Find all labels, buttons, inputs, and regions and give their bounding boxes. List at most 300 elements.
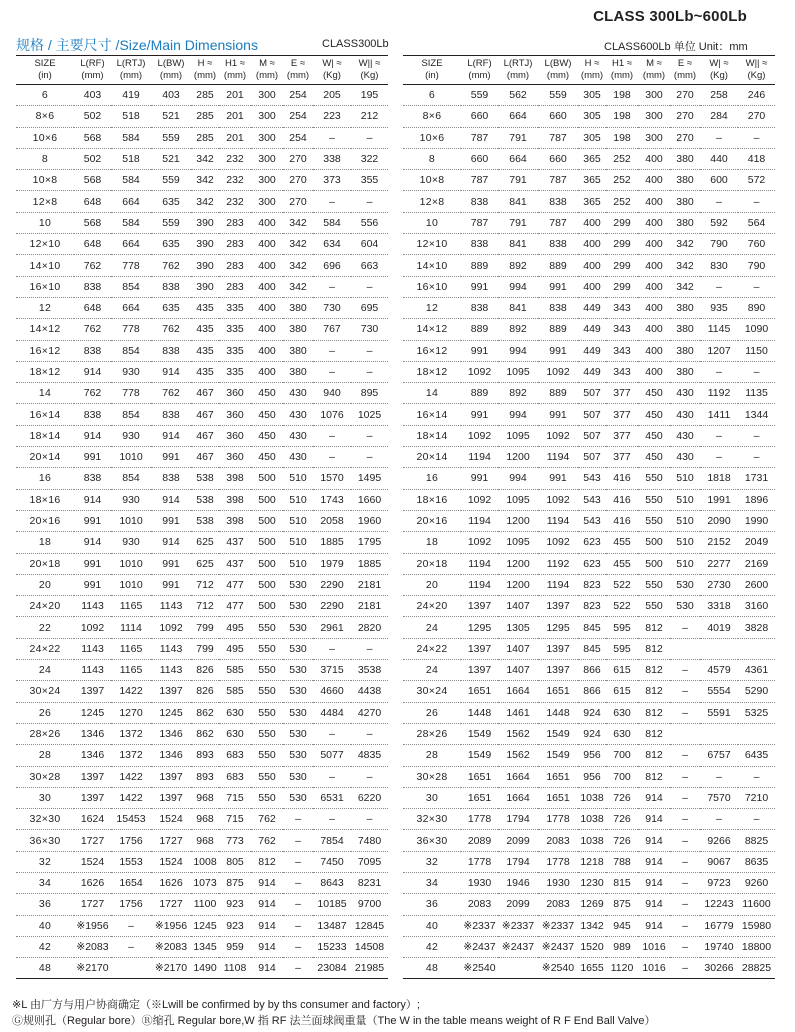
dimension-cell: 450 xyxy=(251,404,283,425)
dimension-cell: 585 xyxy=(219,681,251,702)
dimension-cell: 889 xyxy=(461,255,498,276)
dimension-cell: 1960 xyxy=(351,510,388,531)
dimension-cell: 1626 xyxy=(151,872,191,893)
dimension-cell: 1778 xyxy=(538,809,578,830)
size-cell: 10×6 xyxy=(16,127,74,148)
dimension-cell: 455 xyxy=(606,553,638,574)
dimension-cell: 543 xyxy=(578,510,606,531)
dimension-cell: 1990 xyxy=(738,510,775,531)
dimension-cell: 360 xyxy=(219,404,251,425)
dimension-cell: 1143 xyxy=(74,596,111,617)
column-header-unit: (mm) xyxy=(546,70,570,81)
dimension-cell: 1165 xyxy=(111,638,151,659)
dimension-cell: 1016 xyxy=(638,936,670,957)
dimension-cell: 400 xyxy=(251,340,283,361)
dimension-cell: 930 xyxy=(111,361,151,382)
dimension-cell: 940 xyxy=(313,383,351,404)
table-row xyxy=(16,915,388,936)
dimension-cell: 991 xyxy=(151,510,191,531)
dimension-cell: 991 xyxy=(74,510,111,531)
dimension-cell: 959 xyxy=(219,936,251,957)
table-row xyxy=(403,809,775,830)
dimension-cell: 700 xyxy=(606,745,638,766)
dimension-cell: 232 xyxy=(219,170,251,191)
dimension-cell: 1520 xyxy=(578,936,606,957)
dimension-cell: 390 xyxy=(191,276,219,297)
dimension-cell: 945 xyxy=(606,915,638,936)
dimension-cell: 403 xyxy=(151,85,191,106)
dimension-cell: 7450 xyxy=(313,851,351,872)
dimension-cell: 16779 xyxy=(700,915,738,936)
dimension-cell: 1651 xyxy=(461,787,498,808)
dimension-cell: 956 xyxy=(578,745,606,766)
dimension-cell: 914 xyxy=(638,915,670,936)
size-cell: 30×28 xyxy=(403,766,461,787)
dimension-cell: 342 xyxy=(283,234,313,255)
dimension-cell: 914 xyxy=(638,851,670,872)
column-header-unit: (mm) xyxy=(159,70,183,81)
dimension-cell: – xyxy=(670,787,700,808)
dimension-cell xyxy=(738,723,775,744)
dimension-cell: 1397 xyxy=(74,787,111,808)
table-row xyxy=(16,596,388,617)
size-cell: 36×30 xyxy=(403,830,461,851)
dimension-cell: 4270 xyxy=(351,702,388,723)
dimension-cell: 4438 xyxy=(351,681,388,702)
dimension-cell: 18800 xyxy=(738,936,775,957)
dimension-cell: – xyxy=(738,127,775,148)
size-cell: 30 xyxy=(16,787,74,808)
dimension-cell: 1397 xyxy=(461,660,498,681)
size-cell: 24 xyxy=(403,617,461,638)
dimension-cell: 726 xyxy=(606,830,638,851)
table-row xyxy=(16,170,388,191)
dimension-cell: 562 xyxy=(498,85,538,106)
dimension-cell: 823 xyxy=(578,596,606,617)
size-cell: 16×14 xyxy=(403,404,461,425)
dimension-cell: 380 xyxy=(670,170,700,191)
size-cell: 36 xyxy=(16,894,74,915)
dimension-cell: 450 xyxy=(638,383,670,404)
dimension-cell: ※2540 xyxy=(538,958,578,979)
column-header xyxy=(670,56,700,85)
dimension-cell: ※1956 xyxy=(74,915,111,936)
table-row xyxy=(403,255,775,276)
size-cell: 28×26 xyxy=(403,723,461,744)
dimension-cell: 812 xyxy=(251,851,283,872)
dimension-cell: 6531 xyxy=(313,787,351,808)
dimension-cell xyxy=(670,723,700,744)
dimension-cell: 335 xyxy=(219,361,251,382)
dimension-cell: 760 xyxy=(738,234,775,255)
dimension-cell: 788 xyxy=(606,851,638,872)
dimension-cell: 1200 xyxy=(498,574,538,595)
size-cell: 42 xyxy=(16,936,74,957)
dimension-cell: 1092 xyxy=(538,425,578,446)
dimension-cell: 762 xyxy=(251,830,283,851)
table-row xyxy=(16,361,388,382)
size-cell: 24×20 xyxy=(16,596,74,617)
dimension-cell: 8231 xyxy=(351,872,388,893)
table-row xyxy=(403,660,775,681)
size-cell: 24×22 xyxy=(403,638,461,659)
dimension-cell: 2152 xyxy=(700,532,738,553)
dimension-cell: – xyxy=(283,958,313,979)
dimension-cell: 400 xyxy=(251,297,283,318)
size-cell: 30×24 xyxy=(403,681,461,702)
size-cell: 18 xyxy=(403,532,461,553)
dimension-cell: 400 xyxy=(251,361,283,382)
dimension-cell: – xyxy=(738,766,775,787)
dimension-cell: 1200 xyxy=(498,510,538,531)
dimension-cell: 1372 xyxy=(111,723,151,744)
table-row xyxy=(16,958,388,979)
dimension-cell: 500 xyxy=(251,574,283,595)
dimension-cell: 791 xyxy=(498,212,538,233)
dimension-cell: 521 xyxy=(151,148,191,169)
dimension-cell: 2600 xyxy=(738,574,775,595)
class600-dimension-table xyxy=(403,55,775,979)
dimension-cell: 994 xyxy=(498,340,538,361)
dimension-cell: 380 xyxy=(670,297,700,318)
dimension-cell: 507 xyxy=(578,447,606,468)
size-cell: 40 xyxy=(16,915,74,936)
dimension-cell: 377 xyxy=(606,383,638,404)
dimension-cell: 615 xyxy=(606,681,638,702)
column-header-unit: (mm) xyxy=(119,70,143,81)
dimension-cell: 914 xyxy=(251,936,283,957)
table-row xyxy=(403,702,775,723)
dimension-cell: 538 xyxy=(191,468,219,489)
column-header-label: H1 ≈ xyxy=(612,58,632,69)
dimension-cell: 252 xyxy=(606,170,638,191)
dimension-cell: 2089 xyxy=(461,830,498,851)
dimension-cell: 559 xyxy=(151,170,191,191)
dimension-cell: 342 xyxy=(191,148,219,169)
dimension-cell: 400 xyxy=(638,170,670,191)
dimension-cell: 7570 xyxy=(700,787,738,808)
dimension-cell: 1651 xyxy=(538,766,578,787)
dimension-cell: 380 xyxy=(670,361,700,382)
dimension-cell: ※2337 xyxy=(538,915,578,936)
size-cell: 14×12 xyxy=(16,319,74,340)
dimension-cell: 342 xyxy=(670,234,700,255)
size-cell: 32 xyxy=(16,851,74,872)
table-row xyxy=(403,787,775,808)
dimension-cell: 893 xyxy=(191,766,219,787)
dimension-cell: 440 xyxy=(700,148,738,169)
size-cell: 14 xyxy=(403,383,461,404)
dimension-cell: 232 xyxy=(219,148,251,169)
size-cell: 24×20 xyxy=(403,596,461,617)
table-row xyxy=(403,404,775,425)
column-header xyxy=(219,56,251,85)
dimension-cell: 660 xyxy=(538,148,578,169)
dimension-cell: 635 xyxy=(151,234,191,255)
dimension-cell: 648 xyxy=(74,191,111,212)
dimension-cell: – xyxy=(313,766,351,787)
table-row xyxy=(403,106,775,127)
size-cell: 18×16 xyxy=(16,489,74,510)
dimension-cell: 543 xyxy=(578,468,606,489)
dimension-cell: 914 xyxy=(638,894,670,915)
size-cell: 36×30 xyxy=(16,830,74,851)
dimension-cell: 300 xyxy=(251,191,283,212)
dimension-cell: 838 xyxy=(538,234,578,255)
dimension-cell: 450 xyxy=(251,425,283,446)
dimension-cell: – xyxy=(313,809,351,830)
dimension-cell: 550 xyxy=(251,617,283,638)
dimension-cell: – xyxy=(351,191,388,212)
dimension-cell: 450 xyxy=(638,425,670,446)
dimension-cell: 700 xyxy=(606,766,638,787)
size-cell: 10×8 xyxy=(403,170,461,191)
table-row xyxy=(16,660,388,681)
dimension-cell: 989 xyxy=(606,936,638,957)
dimension-cell: 1553 xyxy=(111,851,151,872)
dimension-cell: 623 xyxy=(578,553,606,574)
dimension-cell: – xyxy=(351,723,388,744)
dimension-cell: 1194 xyxy=(538,574,578,595)
dimension-cell: 342 xyxy=(670,255,700,276)
column-header xyxy=(498,56,538,85)
size-cell: 32×30 xyxy=(403,809,461,830)
dimension-cell: 8635 xyxy=(738,851,775,872)
dimension-cell: 826 xyxy=(191,681,219,702)
dimension-cell: 430 xyxy=(670,447,700,468)
dimension-cell: 914 xyxy=(151,489,191,510)
column-header-label: E ≈ xyxy=(677,58,693,69)
dimension-cell: 812 xyxy=(638,702,670,723)
dimension-cell: 270 xyxy=(670,106,700,127)
dimension-cell: 212 xyxy=(351,106,388,127)
dimension-cell: 510 xyxy=(283,510,313,531)
dimension-cell: 660 xyxy=(461,148,498,169)
dimension-cell: 342 xyxy=(670,276,700,297)
dimension-cell: 1549 xyxy=(461,745,498,766)
dimension-cell: 1664 xyxy=(498,681,538,702)
table-row xyxy=(403,851,775,872)
column-header xyxy=(313,56,351,85)
class300-subtitle: CLASS300Lb xyxy=(322,38,389,50)
dimension-cell: 914 xyxy=(638,787,670,808)
dimension-cell: 559 xyxy=(151,127,191,148)
dimension-cell: 258 xyxy=(700,85,738,106)
table-row xyxy=(403,958,775,979)
dimension-cell: 2181 xyxy=(351,574,388,595)
dimension-cell: 1397 xyxy=(538,596,578,617)
dimension-cell: 683 xyxy=(219,766,251,787)
dimension-cell: 726 xyxy=(606,809,638,830)
dimension-cell: 4579 xyxy=(700,660,738,681)
dimension-cell: 1778 xyxy=(461,809,498,830)
dimension-cell: 572 xyxy=(738,170,775,191)
dimension-cell: 991 xyxy=(538,468,578,489)
dimension-cell: 252 xyxy=(606,148,638,169)
table-row xyxy=(403,212,775,233)
dimension-cell: 521 xyxy=(151,106,191,127)
dimension-cell: – xyxy=(670,660,700,681)
dimension-cell: 400 xyxy=(251,234,283,255)
dimension-cell: 2090 xyxy=(700,510,738,531)
dimension-cell: 914 xyxy=(251,894,283,915)
dimension-cell: 762 xyxy=(74,255,111,276)
dimension-cell: 1143 xyxy=(151,596,191,617)
dimension-cell: 923 xyxy=(219,915,251,936)
dimension-cell: 1626 xyxy=(74,872,111,893)
size-cell: 12×10 xyxy=(403,234,461,255)
table-row xyxy=(403,191,775,212)
dimension-cell: 510 xyxy=(670,468,700,489)
dimension-cell: 400 xyxy=(638,234,670,255)
dimension-cell: 1095 xyxy=(498,489,538,510)
dimension-cell: 663 xyxy=(351,255,388,276)
size-cell: 20 xyxy=(403,574,461,595)
table-row xyxy=(403,170,775,191)
dimension-cell: 991 xyxy=(538,340,578,361)
dimension-cell: 595 xyxy=(606,617,638,638)
dimension-cell: 2961 xyxy=(313,617,351,638)
dimension-cell: – xyxy=(313,361,351,382)
column-header xyxy=(700,56,738,85)
dimension-cell: 1108 xyxy=(219,958,251,979)
dimension-cell: 1092 xyxy=(461,361,498,382)
dimension-cell: 854 xyxy=(111,276,151,297)
dimension-cell: 1100 xyxy=(191,894,219,915)
dimension-cell: 550 xyxy=(251,745,283,766)
size-cell: 16×12 xyxy=(403,340,461,361)
dimension-cell: 812 xyxy=(638,766,670,787)
dimension-cell: – xyxy=(670,872,700,893)
dimension-cell: 3318 xyxy=(700,596,738,617)
dimension-cell: ※2170 xyxy=(74,958,111,979)
size-cell: 8×6 xyxy=(403,106,461,127)
dimension-cell: 866 xyxy=(578,660,606,681)
column-header-label: SIZE xyxy=(421,58,443,69)
dimension-cell: 6435 xyxy=(738,745,775,766)
dimension-cell: 841 xyxy=(498,297,538,318)
column-header-label: H1 ≈ xyxy=(225,58,245,69)
dimension-cell: 510 xyxy=(670,532,700,553)
column-header-label: H ≈ xyxy=(584,58,600,69)
dimension-cell: 1092 xyxy=(461,489,498,510)
dimension-cell: 400 xyxy=(578,212,606,233)
dimension-cell: 838 xyxy=(74,276,111,297)
dimension-cell: 232 xyxy=(219,191,251,212)
table-row xyxy=(16,276,388,297)
dimension-cell: 635 xyxy=(151,191,191,212)
size-cell: 20×18 xyxy=(16,553,74,574)
dimension-cell: 1411 xyxy=(700,404,738,425)
dimension-cell: – xyxy=(283,936,313,957)
dimension-cell: – xyxy=(670,915,700,936)
dimension-cell: 762 xyxy=(151,319,191,340)
dimension-cell: 2049 xyxy=(738,532,775,553)
dimension-cell: 1143 xyxy=(151,660,191,681)
dimension-cell: 664 xyxy=(111,297,151,318)
dimension-cell: 991 xyxy=(461,340,498,361)
table-row xyxy=(16,297,388,318)
dimension-cell: 991 xyxy=(74,553,111,574)
size-cell: 8 xyxy=(16,148,74,169)
table-row xyxy=(403,297,775,318)
dimension-cell xyxy=(670,638,700,659)
dimension-cell: 1245 xyxy=(74,702,111,723)
table-row xyxy=(16,191,388,212)
dimension-cell: 2820 xyxy=(351,617,388,638)
dimension-cell: 3715 xyxy=(313,660,351,681)
dimension-cell: 956 xyxy=(578,766,606,787)
dimension-cell: 924 xyxy=(578,723,606,744)
table-row xyxy=(403,447,775,468)
dimension-cell: – xyxy=(670,830,700,851)
table-row xyxy=(16,510,388,531)
dimension-cell: 510 xyxy=(670,510,700,531)
dimension-cell: 1218 xyxy=(578,851,606,872)
dimension-cell: 1092 xyxy=(538,489,578,510)
dimension-cell: 1562 xyxy=(498,723,538,744)
dimension-cell: 416 xyxy=(606,489,638,510)
dimension-cell: 7854 xyxy=(313,830,351,851)
dimension-cell: 5591 xyxy=(700,702,738,723)
dimension-cell: 270 xyxy=(738,106,775,127)
dimension-cell: 1305 xyxy=(498,617,538,638)
dimension-cell: – xyxy=(670,745,700,766)
dimension-cell: 8643 xyxy=(313,872,351,893)
dimension-cell: 1660 xyxy=(351,489,388,510)
dimension-cell: 1194 xyxy=(538,510,578,531)
dimension-cell: – xyxy=(351,425,388,446)
dimension-cell: 830 xyxy=(700,255,738,276)
dimension-cell: 2083 xyxy=(538,830,578,851)
class-title: CLASS 300Lb~600Lb xyxy=(593,8,747,25)
dimension-cell: 914 xyxy=(74,532,111,553)
dimension-cell: 1731 xyxy=(738,468,775,489)
dimension-cell: – xyxy=(700,447,738,468)
dimension-cell: 530 xyxy=(283,638,313,659)
dimension-cell: 322 xyxy=(351,148,388,169)
dimension-cell: 625 xyxy=(191,532,219,553)
dimension-cell: 592 xyxy=(700,212,738,233)
dimension-cell: 335 xyxy=(219,319,251,340)
column-header-unit: (mm) xyxy=(255,70,279,81)
dimension-cell: 991 xyxy=(538,404,578,425)
dimension-cell: 838 xyxy=(151,276,191,297)
dimension-cell: 1095 xyxy=(498,532,538,553)
size-cell: 28 xyxy=(403,745,461,766)
dimension-cell: 787 xyxy=(538,212,578,233)
dimension-cell: 889 xyxy=(538,255,578,276)
dimension-cell: 1422 xyxy=(111,681,151,702)
dimension-cell: – xyxy=(351,276,388,297)
dimension-cell: 450 xyxy=(638,447,670,468)
dimension-cell: 914 xyxy=(74,361,111,382)
dimension-cell: 568 xyxy=(74,127,111,148)
dimension-cell: 1092 xyxy=(461,425,498,446)
dimension-cell: 2058 xyxy=(313,510,351,531)
size-cell: 26 xyxy=(16,702,74,723)
table-row xyxy=(403,234,775,255)
dimension-cell: 968 xyxy=(191,830,219,851)
column-header xyxy=(283,56,313,85)
dimension-cell: 1345 xyxy=(191,936,219,957)
dimension-cell: 762 xyxy=(251,809,283,830)
dimension-cell: 991 xyxy=(151,447,191,468)
dimension-cell: 991 xyxy=(461,468,498,489)
dimension-cell: 862 xyxy=(191,723,219,744)
dimension-cell: 400 xyxy=(578,255,606,276)
dimension-cell: 630 xyxy=(606,702,638,723)
